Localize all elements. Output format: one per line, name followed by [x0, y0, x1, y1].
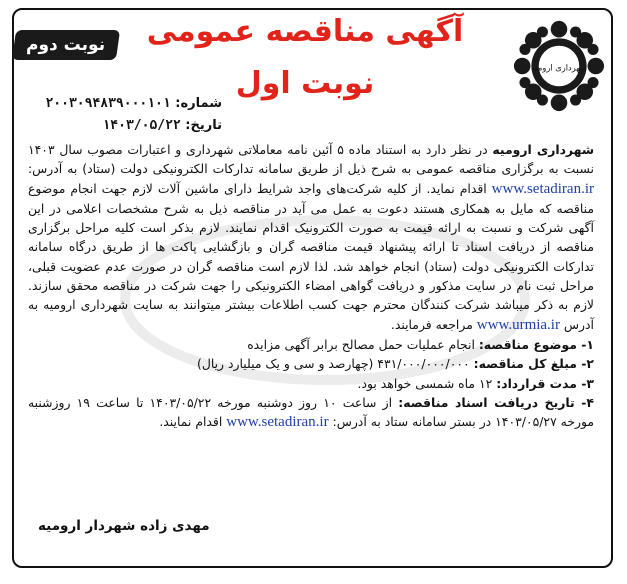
- item-document-date: [28, 393, 594, 433]
- item-amount: [28, 354, 594, 373]
- number-label: شماره:: [175, 96, 222, 111]
- notice-date: [32, 118, 222, 133]
- item-duration: [28, 374, 594, 393]
- intro-text-b: اقدام نماید. از کلیه شرکت‌های واجد شرایط دارای ماشین آلات لازم جهت انجام موضوع مناقصه که مایل به همکاری هستند دعوت به عمل می آید در مناقصه ذیل به شرح مشخصات اعلامی در این آگهی شرکت و نسبت به ارائه قیمت به صورت الکترونیک اقدام نمایند. لازم بذکر است کلیه مراحل برگزاری مناقصه از دریافت اسناد تا ارائه پیشنهاد قیمت مناقصه گران و بازگشایی پاکت ها از طریق درگاه سامانه تدارکات الکترونیکی دولت (ستاد) انجام خواهد شد. لذا لازم است مناقصه گران در صورت عدم عضویت قبلی، مراحل ثبت نام در سایت مذکور و دریافت گواهی امضاء الکترونیکی را جهت شرکت در مناقصه محقق سازند. لازم به ذکر میباشد شرکت کنندگان محترم جهت کسب اطلاعات بیشتر میتوانند به سایت شهرداری ارومیه به آدرس: [28, 180, 594, 332]
- item-key: ۱- موضوع مناقصه:: [478, 336, 594, 352]
- notice-title: آگهی مناقصه عمومی: [146, 14, 464, 49]
- item-key: ۳- مدت قرارداد:: [496, 375, 594, 391]
- round-badge-label: نوبت دوم: [26, 35, 106, 55]
- signature: مهدی زاده شهردار ارومیه: [38, 518, 210, 534]
- item-value: ۴۳۱/۰۰۰/۰۰۰/۰۰۰ (چهارصد و سی و یک میلیارد ریال): [196, 356, 474, 372]
- notice-body: [28, 140, 594, 432]
- notice-number: [32, 96, 222, 111]
- date-value: ۱۴۰۳/۰۵/۲۲: [102, 118, 181, 133]
- setadiran-link-2[interactable]: www.setadiran.ir: [226, 414, 329, 431]
- item-value: ۱۲ ماه شمسی خواهد بود.: [357, 375, 497, 391]
- item-subject: [28, 335, 594, 354]
- municipality-logo: [513, 20, 605, 112]
- date-label: تاریخ:: [185, 118, 222, 133]
- setadiran-link[interactable]: www.setadiran.ir: [491, 180, 594, 197]
- org-name: شهرداری ارومیه: [492, 142, 595, 157]
- round-badge: [12, 30, 120, 60]
- item-value-b: اقدام نمایند.: [159, 414, 227, 430]
- item-key: ۴- تاریخ دریافت اسناد مناقصه:: [398, 394, 594, 410]
- logo-text: شهرداری ارومیه: [531, 62, 587, 73]
- item-value: انجام عملیات حمل مصالح برابر آگهی مزایده: [247, 336, 479, 352]
- item-value-a: از ساعت ۱۰ روز دوشنبه مورخه ۱۴۰۳/۰۵/۲۲ تا ساعت ۱۹ روزشنبه مورخه ۱۴۰۳/۰۵/۲۷ در بستر سامانه ستاد به آدرس:: [28, 394, 594, 430]
- notice-subtitle: نوبت اول: [235, 66, 375, 101]
- urmia-link[interactable]: www.urmia.ir: [476, 316, 560, 333]
- number-value: ۲۰۰۳۰۹۴۸۳۹۰۰۰۱۰۱: [45, 96, 171, 111]
- intro-paragraph: [28, 140, 594, 335]
- intro-text-a: در نظر دارد به استناد ماده ۵ آئین نامه معاملاتی شهرداری و اعتبارات مصوب سال ۱۴۰۳ نسبت به برگزاری مناقصه عمومی به شرح ذیل از طریق سامانه تدارکات الکترونیکی دولت (ستاد) به آدرس:: [28, 142, 594, 177]
- intro-text-c: مراجعه فرمایند.: [390, 316, 477, 332]
- item-key: ۲- مبلغ کل مناقصه:: [473, 356, 594, 372]
